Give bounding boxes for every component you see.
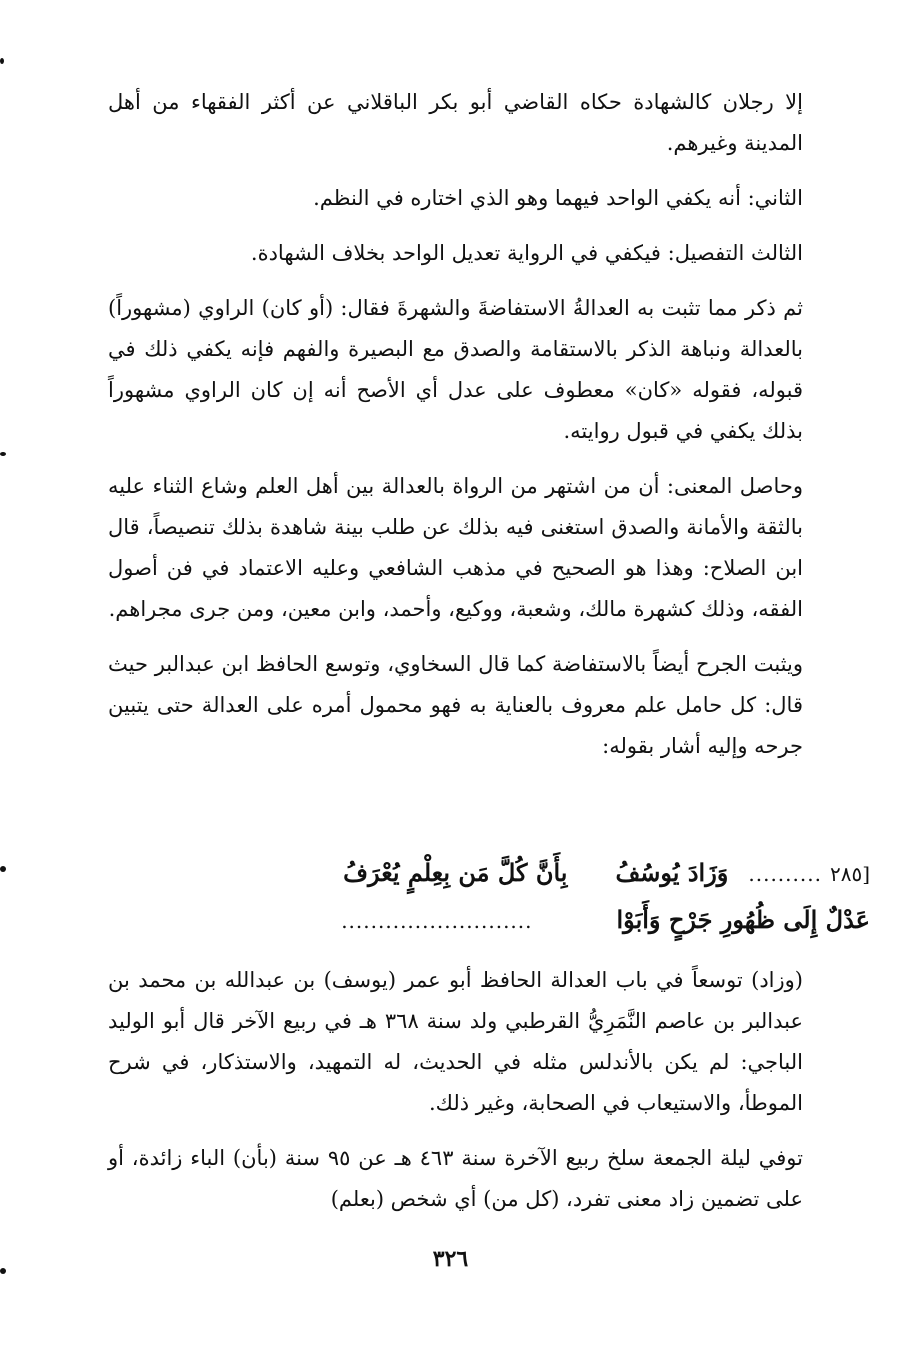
paragraph: إلا رجلان كالشهادة حكاه القاضي أبو بكر الباقلاني عن أكثر الفقهاء من أهل المدينة وغيرهم.	[108, 90, 803, 155]
paragraph: وحاصل المعنى: أن من اشتهر من الرواة بالعدالة بين أهل العلم وشاع الثناء عليه بالثقة والأمانة والصدق استغنى فيه بذلك عن طلب بينة شاهدة بذلك تنصيصاً، قال ابن الصلاح: وهذا هو الصحيح في مذهب الشافعي وعليه الاعتماد في فن أصول الفقه، وذلك كشهرة مالك، وشعبة، ووكيع، وأحمد، وابن معين، ومن جرى مجراهم.	[108, 474, 803, 621]
verse-line	[108, 850, 870, 897]
scan-mark	[0, 58, 4, 64]
verse-hemistich: وَزَادَ يُوسُفُ	[615, 858, 729, 887]
page-number: ٣٢٦	[432, 1246, 469, 1272]
verse-hemistich: بِأَنَّ كُلَّ مَن بِعِلْمٍ يُعْرَفُ	[343, 858, 568, 887]
scan-mark	[0, 452, 6, 456]
scan-mark	[0, 866, 6, 872]
verse-dots: ..........	[748, 862, 822, 886]
paragraph: توفي ليلة الجمعة سلخ ربيع الآخرة سنة ٤٦٣ هـ عن ٩٥ سنة (بأن) الباء زائدة، أو على تضمين زاد معنى تفرد، (كل من) أي شخص (بعلم)	[108, 1146, 803, 1211]
verse-line	[108, 897, 870, 944]
paragraph: ثم ذكر مما تثبت به العدالةُ الاستفاضةَ والشهرةَ فقال: (أو كان) الراوي (مشهوراً) بالعدالة ونباهة الذكر بالاستقامة والصدق مع البصيرة والفهم فإنه يكفي ذلك في قبوله، فقوله «كان» معطوف على عدل أي الأصح أنه إن كان الراوي مشهوراً بذلك يكفي في قبول روايته.	[108, 296, 803, 443]
verse-number: [٢٨٥	[829, 862, 870, 886]
body-text	[108, 82, 803, 767]
paragraph: الثالث التفصيل: فيكفي في الرواية تعديل الواحد بخلاف الشهادة.	[250, 241, 803, 265]
verse-hemistich: عَدْلٌ إِلَى ظُهُورِ جَرْحٍ وَأَبَوْا	[616, 905, 870, 934]
paragraph: (وزاد) توسعاً في باب العدالة الحافظ أبو عمر (يوسف) بن عبدالله بن محمد بن عبدالبر بن عاصم النَّمَرِيُّ القرطبي ولد سنة ٣٦٨ هـ في ربيع الآخر قال أبو الوليد الباجي: لم يكن بالأندلس مثله في الحديث، له التمهيد، والاستذكار، في شرح الموطأ، والاستيعاب في الصحابة، وغير ذلك.	[108, 968, 804, 1115]
paragraph: ويثبت الجرح أيضاً بالاستفاضة كما قال السخاوي، وتوسع الحافظ ابن عبدالبر حيث قال: كل حامل علم معروف بالعناية به فهو محمول أمره على العدالة حتى يتبين جرحه وإليه أشار بقوله:	[108, 652, 803, 758]
commentary-text	[108, 960, 803, 1220]
verse-block	[108, 850, 870, 944]
verse-dots: ..........................	[341, 909, 533, 933]
paragraph: الثاني: أنه يكفي الواحد فيهما وهو الذي اختاره في النظم.	[313, 186, 803, 210]
